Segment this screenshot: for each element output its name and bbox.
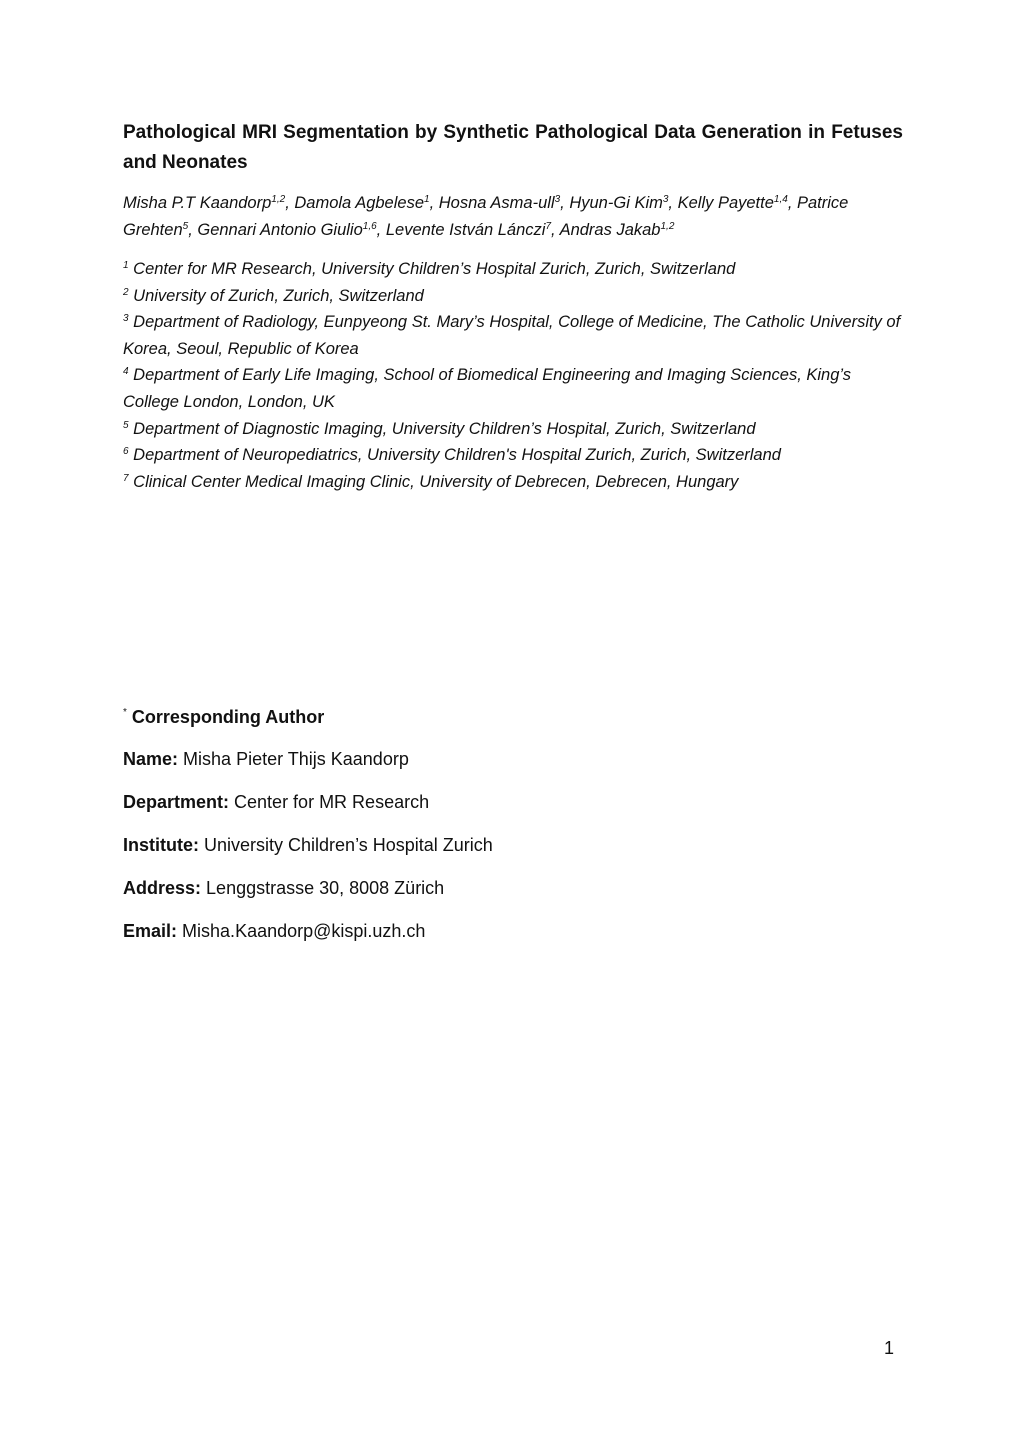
affiliation: $^1$ Center for MR Research, University Children’s Hospital Zurich, Zurich, Switzerland bbox=[123, 260, 736, 278]
corresponding-email: Email: Misha.Kaandorp@kispi.uzh.ch bbox=[123, 921, 426, 941]
affiliation: $^6$ Department of Neuropediatrics, University Children's Hospital Zurich, Zurich, Switzerland bbox=[123, 446, 781, 465]
page-number: 1 bbox=[884, 1338, 895, 1358]
affiliation: $^2$ University of Zurich, Zurich, Switzerland bbox=[123, 286, 424, 305]
author: Kelly Payette$^{1,4}$ bbox=[677, 194, 788, 212]
affiliation: $^4$ Department of Early Life Imaging, School of Biomedical Engineering and Imaging Sciences, King’s College London, London, UK bbox=[123, 366, 852, 411]
title-block bbox=[123, 118, 903, 495]
affiliation: $^7$ Clinical Center Medical Imaging Clinic, University of Debrecen, Debrecen, Hungary bbox=[123, 472, 739, 491]
affiliation-list bbox=[123, 256, 903, 495]
author: Patrice Grehten$^5$ bbox=[123, 194, 849, 239]
corresponding-author-heading: * Corresponding Author bbox=[123, 707, 325, 727]
author: Andras Jakab$^{1,2}$ bbox=[559, 221, 675, 239]
corresponding-address: Address: Lenggstrasse 30, 8008 Zürich bbox=[123, 878, 445, 898]
author: Levente István Lánczi$^7$ bbox=[385, 221, 552, 239]
corresponding-author-block bbox=[123, 704, 903, 961]
author: Gennari Antonio Giulio$^{1,6}$ bbox=[197, 221, 377, 239]
author: Misha P.T Kaandorp$^{1,2}$ bbox=[123, 194, 286, 212]
author: Hosna Asma-ull$^3$ bbox=[438, 194, 561, 212]
corresponding-institute: Institute: University Children’s Hospital Zurich bbox=[123, 835, 493, 855]
affiliation: $^5$ Department of Diagnostic Imaging, University Children’s Hospital, Zurich, Switzerland bbox=[123, 419, 756, 438]
author: Damola Agbelese$^1$ bbox=[294, 194, 430, 212]
corresponding-department: Department: Center for MR Research bbox=[123, 792, 430, 812]
author: Hyun-Gi Kim$^3$ bbox=[569, 194, 669, 212]
author-list: Misha P.T Kaandorp$^{1,2}$, Damola Agbelese$^1$, Hosna Asma-ull$^3$, Hyun-Gi Kim$^3$, Kelly Payette$^{1,4}$, Patrice Grehten$^5$, Gennari Antonio Giulio$^{1,6}$, Levente István Lánczi$^7$, Andras Jakab$^{1,2}$ bbox=[123, 194, 849, 239]
paper-title: Pathological MRI Segmentation by Synthetic Pathological Data Generation in Fetuses and Neonates bbox=[123, 122, 903, 173]
affiliation: $^3$ Department of Radiology, Eunpyeong St. Mary’s Hospital, College of Medicine, The Catholic University of Korea, Seoul, Republic of Korea bbox=[123, 313, 901, 358]
corresponding-name: Name: Misha Pieter Thijs Kaandorp bbox=[123, 749, 409, 769]
